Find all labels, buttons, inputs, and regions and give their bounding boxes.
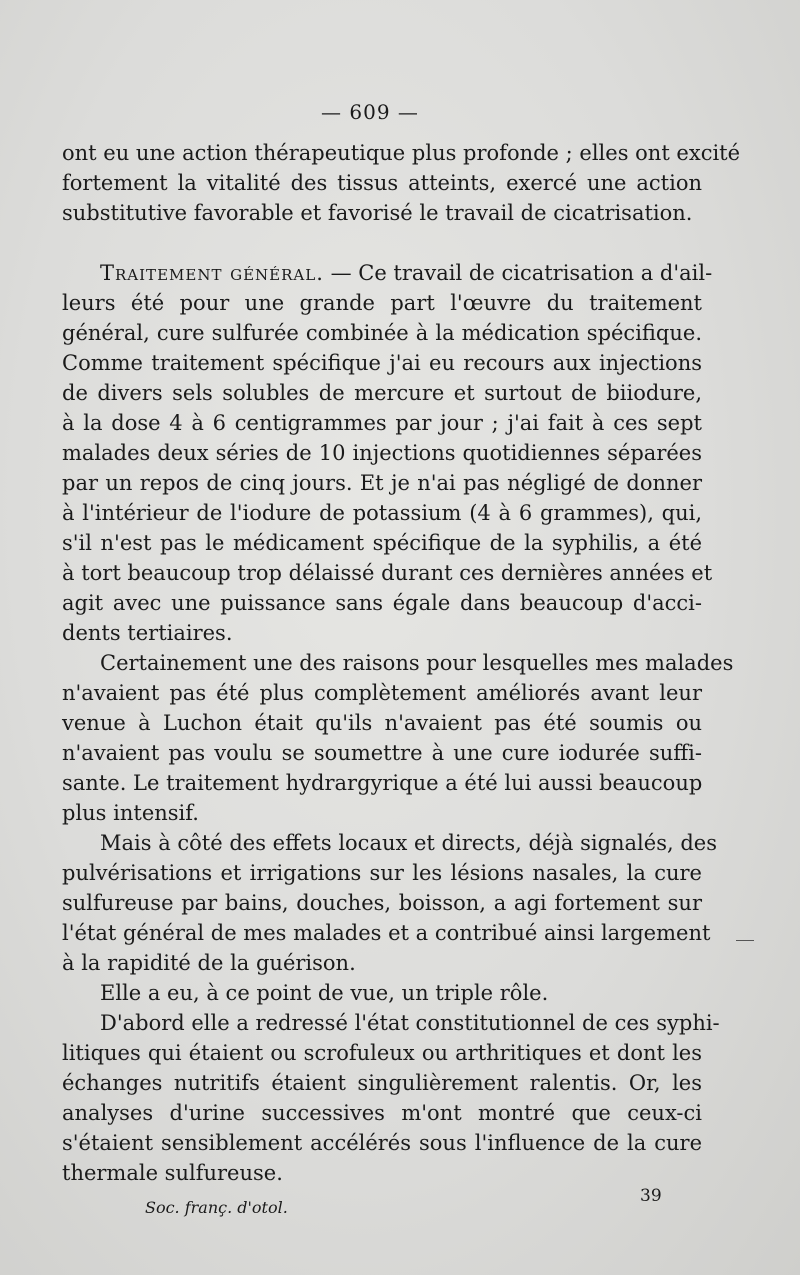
text-line: sante. Le traitement hydrargyrique a été lui aussi beaucoup: [62, 771, 703, 795]
text-line: Comme traitement spécifique j'ai eu recours aux injections: [62, 351, 702, 375]
paragraph-4: [62, 828, 717, 978]
text-line: litiques qui étaient ou scrofuleux ou arthritiques et dont les: [62, 1041, 702, 1065]
text-line: ont eu une action thérapeutique plus profonde ; elles ont excité: [62, 141, 741, 165]
text-line: D'abord elle a redressé l'état constitutionnel de ces syphi-: [100, 1011, 720, 1035]
text-line: substitutive favorable et favorisé le travail de cicatrisation.: [62, 201, 693, 225]
body-text: [62, 138, 741, 1188]
text-line: analyses d'urine successives m'ont montré que ceux-ci: [62, 1101, 702, 1125]
text-line: échanges nutritifs étaient singulièrement ralentis. Or, les: [62, 1071, 702, 1095]
text-line: s'il n'est pas le médicament spécifique de la syphilis, a été: [62, 531, 702, 555]
text-line: fortement la vitalité des tissus atteints, exercé une action: [62, 171, 702, 195]
paragraph-6: [62, 1008, 720, 1188]
text-line: [62, 258, 713, 288]
text-line-rest: — Ce travail de cicatrisation a d'ail-: [323, 261, 713, 285]
text-line: agit avec une puissance sans égale dans beaucoup d'acci-: [62, 591, 702, 615]
text-line: s'étaient sensiblement accélérés sous l'influence de la cure: [62, 1131, 702, 1155]
paragraph-gap: [62, 228, 702, 258]
paragraph-5: [62, 978, 702, 1008]
text-line: à l'intérieur de l'iodure de potassium (4 à 6 grammes), qui,: [62, 501, 702, 525]
page-number: — 609 —: [321, 100, 419, 124]
footer-signature-mark: 39: [640, 1186, 662, 1206]
paragraph-3: [62, 648, 734, 828]
paragraph-1: [62, 138, 741, 228]
text-line: par un repos de cinq jours. Et je n'ai pas négligé de donner: [62, 471, 702, 495]
text-line: sulfureuse par bains, douches, boisson, a agi fortement sur: [62, 891, 702, 915]
text-line: venue à Luchon était qu'ils n'avaient pas été soumis ou: [62, 711, 702, 735]
footer-journal-name: Soc. franç. d'otol.: [145, 1198, 288, 1217]
text-line: Mais à côté des effets locaux et directs, déjà signalés, des: [100, 831, 717, 855]
paragraph-traitement-general: [62, 258, 713, 648]
text-line: n'avaient pas voulu se soumettre à une cure iodurée suffi-: [62, 741, 702, 765]
text-line: malades deux séries de 10 injections quotidiennes séparées: [62, 441, 702, 465]
text-line: général, cure sulfurée combinée à la médication spécifique.: [62, 321, 702, 345]
text-line: à tort beaucoup trop délaissé durant ces dernières années et: [62, 561, 713, 585]
text-line: de divers sels solubles de mercure et surtout de biiodure,: [62, 381, 702, 405]
text-line: dents tertiaires.: [62, 621, 233, 645]
text-line: thermale sulfureuse.: [62, 1161, 283, 1185]
text-line: à la dose 4 à 6 centigrammes par jour ; j'ai fait à ces sept: [62, 411, 702, 435]
text-line: l'état général de mes malades et a contribué ainsi largement: [62, 921, 711, 945]
section-heading: Traitement général.: [100, 261, 324, 285]
text-line: à la rapidité de la guérison.: [62, 951, 356, 975]
margin-mark: [736, 940, 754, 941]
text-line: Certainement une des raisons pour lesquelles mes malades: [100, 651, 734, 675]
text-line: Elle a eu, à ce point de vue, un triple rôle.: [100, 981, 549, 1005]
text-line: leurs été pour une grande part l'œuvre du traitement: [62, 291, 702, 315]
text-line: plus intensif.: [62, 801, 199, 825]
text-line: pulvérisations et irrigations sur les lésions nasales, la cure: [62, 861, 702, 885]
text-line: n'avaient pas été plus complètement améliorés avant leur: [62, 681, 702, 705]
